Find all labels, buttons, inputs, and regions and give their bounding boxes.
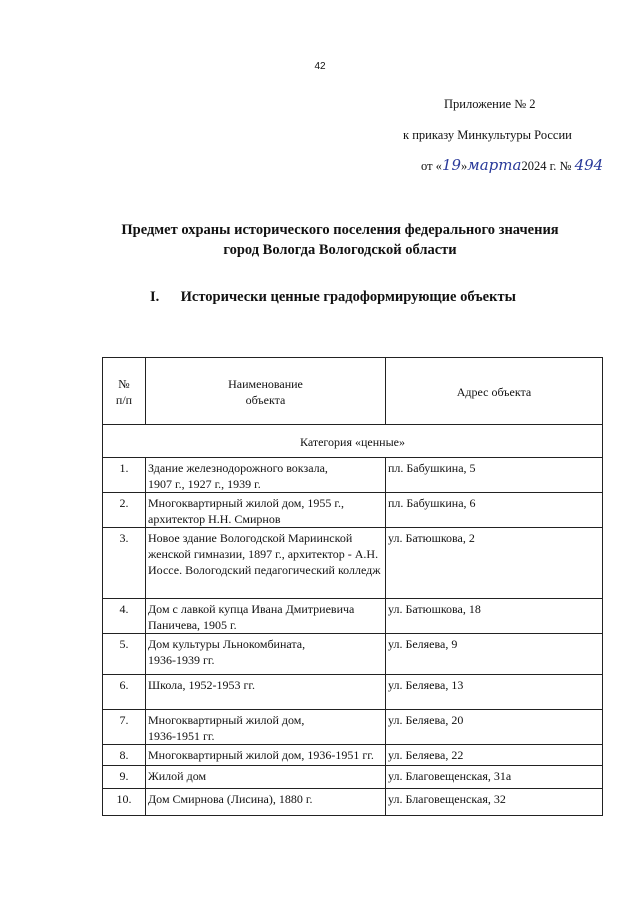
row-address: пл. Бабушкина, 5 (386, 458, 603, 493)
row-name: Дом Смирнова (Лисина), 1880 г. (146, 789, 386, 816)
appendix-label: Приложение № 2 (444, 97, 536, 111)
title-line-2: город Вологда Вологодской области (223, 242, 457, 258)
header-num (103, 358, 146, 425)
date-separator: » (461, 159, 468, 173)
row-address: ул. Батюшкова, 18 (386, 599, 603, 634)
category-row (103, 425, 603, 458)
handwritten-month: марта (467, 156, 522, 174)
header-name-text: Наименование объекта (228, 377, 303, 407)
table-row (103, 634, 603, 675)
date-prefix: от « (421, 159, 442, 173)
section-title: Исторически ценные градоформирующие объекты (180, 289, 516, 305)
table-row (103, 766, 603, 789)
objects-table (102, 357, 603, 816)
row-name: Здание железнодорожного вокзала, 1907 г., 1927 г., 1939 г. (146, 458, 386, 493)
row-address: ул. Беляева, 9 (386, 634, 603, 675)
table-row (103, 710, 603, 745)
category-label: Категория «ценные» (103, 425, 603, 458)
row-number: 9. (103, 766, 146, 789)
row-number: 6. (103, 675, 146, 710)
row-name: Новое здание Вологодской Мариинской женской гимназии, 1897 г., архитектор - А.Н. Иоссе. Вологодский педагогический колледж (146, 528, 386, 599)
section-number: I. (150, 289, 160, 305)
table-row (103, 599, 603, 634)
row-number: 5. (103, 634, 146, 675)
appendix-date-line (421, 156, 603, 174)
table-row (103, 458, 603, 493)
row-name: Школа, 1952-1953 гг. (146, 675, 386, 710)
header-address (386, 358, 603, 425)
date-year: 2024 г. № (521, 159, 572, 173)
appendix-order-ref: к приказу Минкультуры России (403, 128, 572, 142)
header-name (146, 358, 386, 425)
row-number: 4. (103, 599, 146, 634)
row-address: ул. Благовещенская, 31а (386, 766, 603, 789)
row-number: 2. (103, 493, 146, 528)
row-address: ул. Беляева, 22 (386, 745, 603, 766)
row-name: Дом культуры Льнокомбината, 1936-1939 гг. (146, 634, 386, 675)
row-name: Многоквартирный жилой дом, 1936-1951 гг. (146, 710, 386, 745)
section-heading (150, 289, 516, 306)
row-name: Многоквартирный жилой дом, 1955 г., архитектор Н.Н. Смирнов (146, 493, 386, 528)
handwritten-day: 19 (441, 156, 462, 174)
row-address: ул. Беляева, 13 (386, 675, 603, 710)
table-row (103, 493, 603, 528)
document-title (90, 220, 590, 260)
row-number: 3. (103, 528, 146, 599)
row-number: 10. (103, 789, 146, 816)
table-header-row (103, 358, 603, 425)
title-line-1: Предмет охраны исторического поселения федерального значения (121, 222, 559, 238)
row-number: 1. (103, 458, 146, 493)
row-number: 7. (103, 710, 146, 745)
row-address: ул. Благовещенская, 32 (386, 789, 603, 816)
table-row (103, 528, 603, 599)
row-name: Дом с лавкой купца Ивана Дмитриевича Паничева, 1905 г. (146, 599, 386, 634)
row-name: Многоквартирный жилой дом, 1936-1951 гг. (146, 745, 386, 766)
table-row (103, 745, 603, 766)
row-address: пл. Бабушкина, 6 (386, 493, 603, 528)
page-number: 42 (314, 61, 326, 72)
handwritten-number: 494 (574, 156, 604, 174)
row-address: ул. Батюшкова, 2 (386, 528, 603, 599)
table-row (103, 789, 603, 816)
table-row (103, 675, 603, 710)
header-num-text: № п/п (115, 377, 133, 407)
row-name: Жилой дом (146, 766, 386, 789)
header-address-text: Адрес объекта (456, 385, 532, 399)
row-address: ул. Беляева, 20 (386, 710, 603, 745)
row-number: 8. (103, 745, 146, 766)
